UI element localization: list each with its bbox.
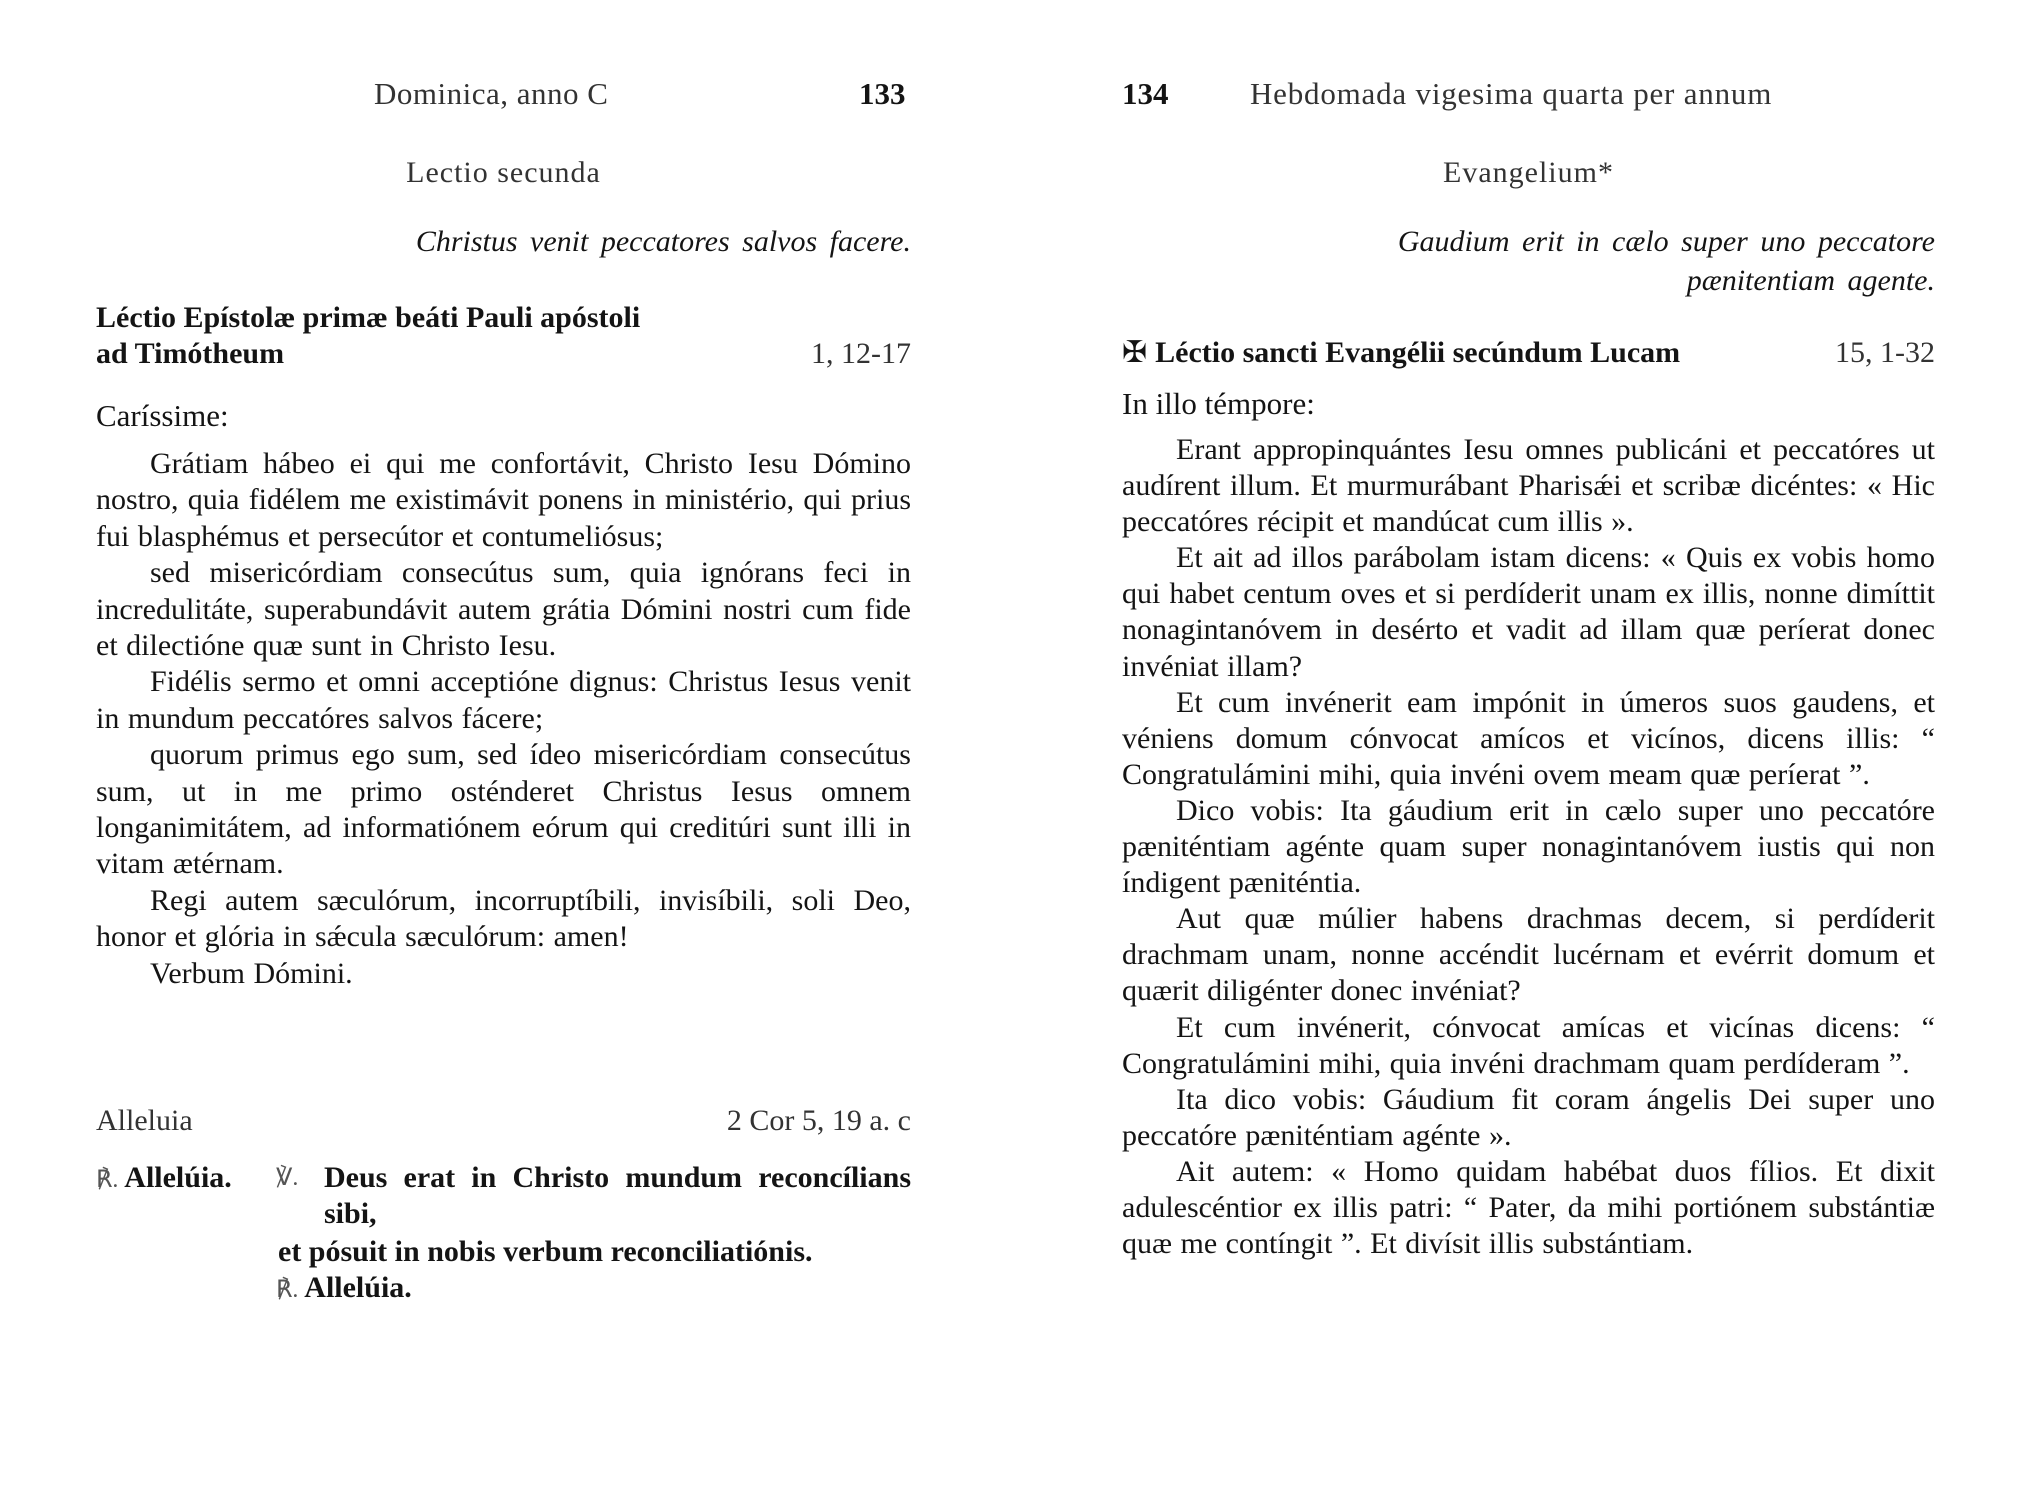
alleluia-verse (96, 1160, 911, 1310)
paragraph: quorum primus ego sum, sed ídeo misericórdiam consecútus sum, ut in me primo osténderet Christus Iesus omnem longanimitátem, ad informatiónem eórum qui creditúri sunt illi in vitam ætérnam. (96, 738, 911, 881)
paragraph: Et cum invénerit, cónvocat amícas et vicínas dicens: “ Congratulámini mihi, quia invéni drachmam quam perdíderam ”. (1122, 1010, 1935, 1080)
paragraph: Fidélis sermo et omni acceptióne dignus: Christus Iesus venit in mundum peccatóres salvos fácere; (96, 665, 911, 735)
paragraph: Verbum Dómini. (150, 956, 353, 990)
response-line (96, 1160, 232, 1198)
paragraph: sed misericórdiam consecútus sum, quia ignórans feci in incredulitáte, superabundávit autem grátia Dómini nostri cum fide et dilectióne quæ sunt in Christo Iesu. (96, 556, 911, 663)
paragraph: Et cum invénerit eam impónit in úmeros suos gaudens, et véniens domum cónvocat amícos et vicínos, dicens illis: “ Congratulámini mihi, quia invéni ovem meam quæ períerat ”. (1122, 685, 1935, 791)
alleluia-word: Allelúia. (124, 1161, 232, 1194)
verse-text: Deus erat in Christo mundum reconcílians sibi, (324, 1161, 911, 1230)
page-number: 133 (859, 76, 906, 111)
reading-address: In illo témpore: (1122, 386, 1315, 421)
running-header-title: Hebdomada vigesima quarta per annum (1250, 76, 1773, 111)
paragraph: Regi autem sæculórum, incorruptíbili, invisíbili, soli Deo, honor et glória in sǽcula sæculórum: amen! (96, 883, 911, 954)
reading-heading (96, 300, 911, 372)
reading-heading (1122, 335, 1935, 371)
paragraph: Aut quæ múlier habens drachmas decem, si perdíderit drachmam unam, nonne accéndit lucérnam et evérrit domum et quærit diligénter donec invéniat? (1122, 902, 1935, 1008)
reading-heading-line: ad Timótheum (96, 337, 285, 370)
response-line (276, 1270, 412, 1308)
reading-address: Caríssime: (96, 398, 229, 433)
scripture-reference: 15, 1-32 (1835, 336, 1935, 369)
alleluia-word: Allelúia. (304, 1271, 412, 1304)
running-header-title: Dominica, anno C (374, 76, 609, 111)
scripture-reference: 2 Cor 5, 19 a. c (726, 1104, 911, 1137)
reading-heading-line: Léctio sancti Evangélii secúndum Lucam (1155, 336, 1681, 369)
reading-text (1122, 432, 1935, 1262)
reading-theme: Christus venit peccatores salvos facere. (415, 225, 911, 258)
paragraph: Ita dico vobis: Gáudium fit coram ángelis Dei super uno peccatóre pæniténtiam agénte ». (1122, 1082, 1935, 1152)
response-symbol: ℟. (276, 1277, 299, 1303)
cross-icon: ✠ (1122, 336, 1148, 369)
paragraph: Erant appropinquántes Iesu omnes publicáni et peccatóres ut audírent illum. Et murmurábant Pharisǽi et scribæ dicéntes: « Hic peccatóres récipit et mandúcat cum illis ». (1122, 433, 1935, 539)
paragraph: Dico vobis: Ita gáudium erit in cælo super uno peccatóre pæniténtiam agénte quam super nonagintanóvem iustis qui non índigent pæniténtia. (1122, 793, 1935, 900)
scripture-reference: 1, 12-17 (811, 337, 911, 370)
response-symbol: ℟. (96, 1167, 119, 1193)
paragraph: Ait autem: « Homo quidam habébat duos fílios. Et dixit adulescéntior ex illis patri: “ Pater, da mihi portiónem substántiæ quæ me contíngit ”. Et divísit illis substántiam. (1122, 1154, 1935, 1261)
page-number: 134 (1122, 76, 1169, 111)
reading-heading-line: Léctio Epístolæ primæ beáti Pauli apóstoli (96, 301, 641, 334)
alleluia-title: Alleluia (96, 1104, 193, 1137)
versicle-symbol: ℣. (276, 1165, 299, 1191)
reading-text (96, 446, 911, 992)
verse-text: et pósuit in nobis verbum reconciliatiónis. (278, 1235, 813, 1268)
section-title: Lectio secunda (406, 156, 601, 189)
reading-theme: Gaudium erit in cælo super uno peccatore pænitentiam agente. (1397, 225, 1935, 297)
alleluia-heading (96, 1104, 911, 1138)
section-title: Evangelium* (1443, 156, 1614, 189)
paragraph: Grátiam hábeo ei qui me confortávit, Christo Iesu Dómino nostro, quia fidélem me existimávit ponens in ministério, qui prius fui blasphémus et persecútor et contumeliósus; (96, 447, 911, 553)
paragraph: Et ait ad illos parábolam istam dicens: « Quis ex vobis homo qui habet centum oves et si perdíderit unam ex illis, nonne dimíttit nonagintanóvem in desérto et vadit ad illam quæ períerat donec invéniat illam? (1122, 541, 1935, 683)
